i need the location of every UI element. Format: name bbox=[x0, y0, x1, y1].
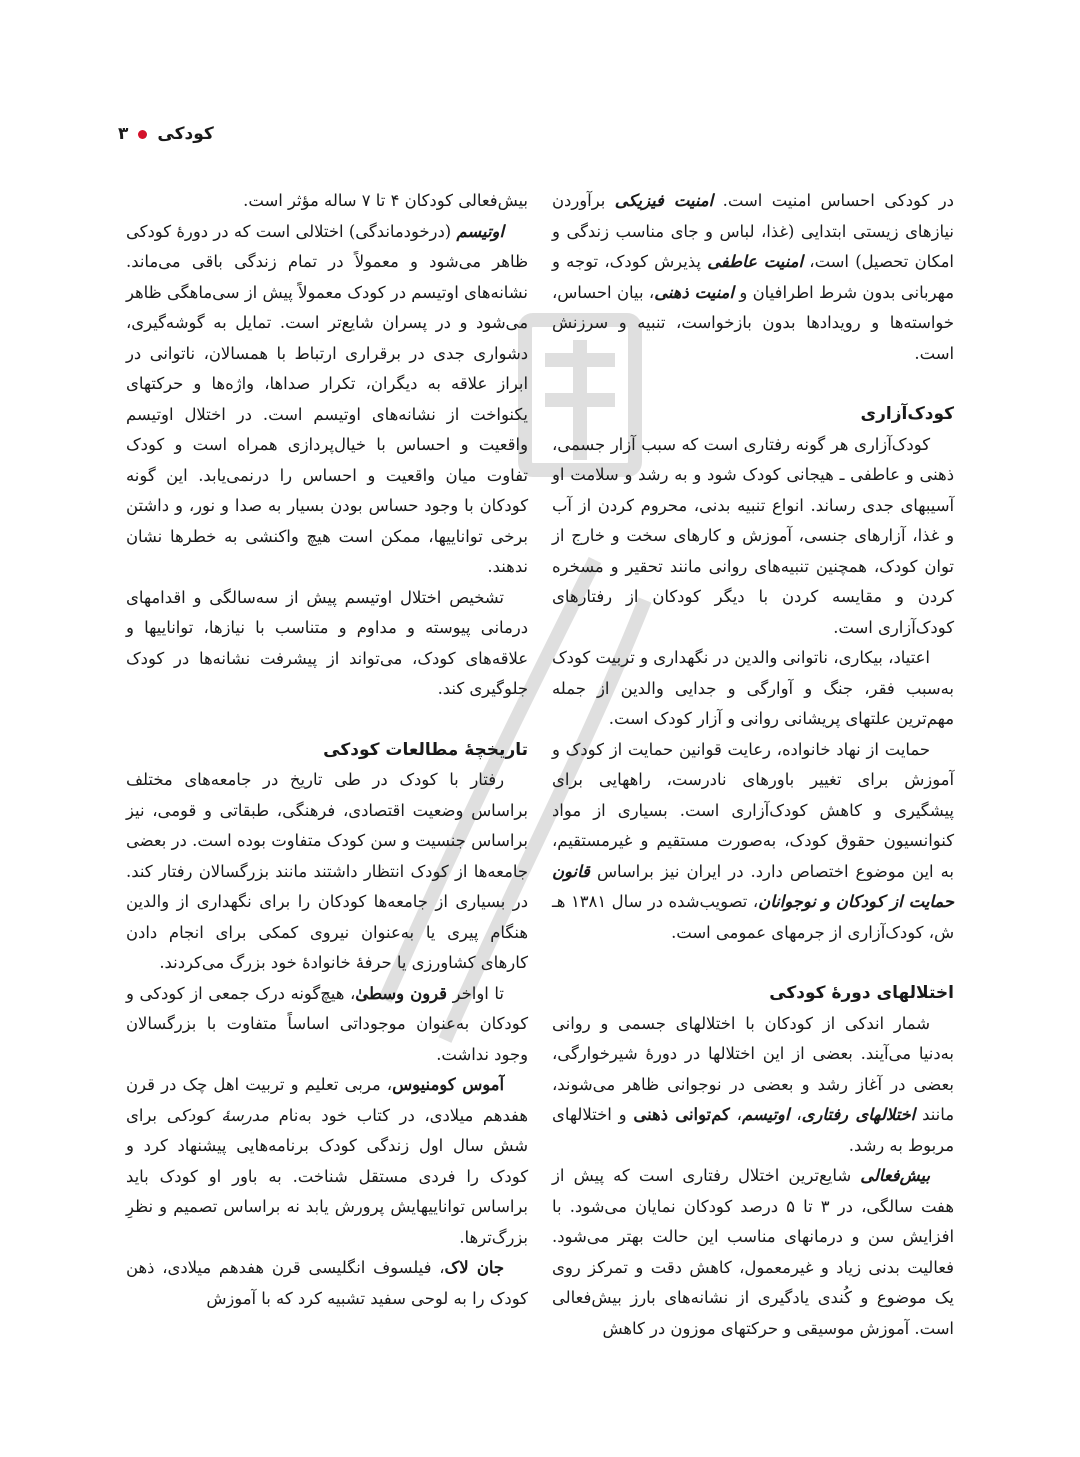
page-header bbox=[118, 124, 214, 144]
paragraph-middle-ages: تا اواخر قرون وسطیٰ، هیچ‌گونه درک جمعی از کودکی و کودکان به‌عنوان موجوداتی اساساً متفاوت با بزرگسالان وجود نداشت. bbox=[126, 983, 528, 1064]
red-dot-icon bbox=[138, 130, 147, 139]
right-column bbox=[552, 186, 954, 1344]
paragraph-child-abuse-definition: کودک‌آزاری هر گونه رفتاری است که سبب آزار جسمی، ذهنی و عاطفی ـ هیجانی کودک شود و به رشد و سلامت او آسیبهای جدی رساند. انواع تنبیه بدنی، محروم کردن از آب و غذا، آزارهای جنسی، آموزش و کارهای سخت و خارج از توان کودک، همچنین تنبیه‌های روانی مانند تحقیر و مسخره کردن و مقایسه کردن با دیگر کودکان از رفتارهای کودک‌آزاری است. bbox=[552, 434, 954, 637]
paragraph-autism-diagnosis: تشخیص اختلال اوتیسم پیش از سه‌سالگی و اقدامهای درمانی پیوسته و مداوم و متناسب با نیازها، تواناییها و علاقه‌های کودک، می‌تواند از پیشرفت نشانه‌ها در کودک جلوگیری کند. bbox=[126, 587, 528, 698]
paragraph-disorders: شمار اندکی از کودکان با اختلالهای جسمی و روانی به‌دنیا می‌آیند. بعضی از این اختلالها در دورهٔ شیرخوارگی، بعضی در آغاز رشد و بعضی در نوجوانی ظاهر می‌شوند، مانند اختلالهای رفتاری، اوتیسم، کم‌توانی ذهنی و اختلالهای مربوط به رشد. bbox=[552, 1013, 954, 1155]
paragraph-autism: اوتیسم (درخودماندگی) اختلالی است که در دورهٔ کودکی ظاهر می‌شود و معمولاً در تمام زندگی باقی می‌ماند. نشانه‌های اوتیسم در کودک معمولاً پیش از سی‌ماهگی ظاهر می‌شود و در پسران شایع‌تر است. تمایل به گوشه‌گیری، دشواری جدی در برقراری ارتباط با همسالان، ناتوانی در ابراز علاقه به دیگران، تکرار صداها، واژه‌ها و حرکتهای یکنواخت از نشانه‌های اوتیسم است. در اختلال اوتیسم واقعیت و احساس با خیال‌پردازی همراه است و کودک تفاوت میان واقعیت و احساس را درنمی‌یابد. این گونه کودکان با وجود حساس بودن بسیار به صدا و نور، و داشتن برخی تواناییها، ممکن است هیچ واکنشی به خطرها نشان ندهند. bbox=[126, 221, 528, 576]
paragraph-comenius: آموس کومنیوس، مربی تعلیم و تربیت اهل چک در قرن هفدهم میلادی، در کتاب خود به‌نام مدرسهٔ کودکی برای شش سال اول زندگی کودک برنامه‌هایی پیشنهاد کرد و کودک را فردی مستقل شناخت. به باور او کودک باید براساس تواناییهایش پرورش یابد نه براساس تصمیم و نظرِ بزرگ‌ترها. bbox=[126, 1075, 528, 1247]
term-mental-security: امنیت ذهنی bbox=[654, 282, 734, 302]
paragraph-security: در کودکی احساس امنیت است. امنیت فیزیکی برآوردن نیازهای زیستی ابتدایی (غذا، لباس و جای مناسب زندگی و امکان تحصیل) است، امنیت عاطفی پذیرش کودک، توجه و مهربانی بدون شرط اطرافیان و امنیت ذهنی، بیان احساس، خواسته‌ها و رویدادها بدون بازخواست، تنبیه و سرزنش است. bbox=[552, 191, 954, 363]
heading-childhood-disorders: اختلالهای دورهٔ کودکی bbox=[769, 983, 954, 1003]
term-child-protection-law: قانون حمایت از کودکان و نوجوانان bbox=[552, 861, 954, 911]
heading-childhood-studies-history: تاریخچهٔ مطالعات کودکی bbox=[323, 739, 528, 760]
left-column bbox=[126, 186, 528, 1314]
paragraph-child-abuse-causes: اعتیاد، بیکاری، ناتوانی والدین در نگهداری و تربیت کودک به‌سبب فقر، جنگ و آوارگی و جدایی والدین از جمله مهم‌ترین علتهای پریشانی روانی و آزار کودک است. bbox=[552, 648, 954, 728]
term-physical-security: امنیت فیزیکی bbox=[614, 191, 714, 210]
page-number: ۳ bbox=[118, 124, 129, 144]
paragraph-hyperactivity-cont: بیش‌فعالی کودکان ۴ تا ۷ ساله مؤثر است. bbox=[243, 191, 528, 210]
paragraph-child-abuse-prevention: حمایت از نهاد خانواده، رعایت قوانین حمایت از کودک و آموزش برای تغییر باورهای نادرست، راههایی برای پیشگیری و کاهش کودک‌آزاری است. بسیاری از مواد کنوانسیون حقوق کودک، به‌صورت مستقیم و غیرمستقیم، به این موضوع اختصاص دارد. در ایران نیز براساس قانون حمایت از کودکان و نوجوانان، تصویب‌شده در سال ۱۳۸۱ هـ ش، کودک‌آزاری از جرمهای عمومی است. bbox=[552, 739, 954, 942]
section-title: کودکی bbox=[157, 124, 214, 144]
term-emotional-security: امنیت عاطفی bbox=[707, 252, 804, 271]
heading-child-abuse: کودک‌آزاری bbox=[860, 404, 954, 424]
paragraph-john-locke: جان لاک، فیلسوف انگلیسی قرن هفدهم میلادی، ذهن کودک را به لوحی سفید تشبیه کرد که با آموزش bbox=[126, 1258, 528, 1308]
paragraph-history: رفتار با کودک در طی تاریخ در جامعه‌های مختلف براساس وضعیت اقتصادی، فرهنگی، طبقاتی و قومی، نیز براساس جنسیت و سن کودک متفاوت بوده است. در بعضی جامعه‌ها از کودک انتظار داشتند مانند بزرگسالان رفتار کند. در بسیاری از جامعه‌ها کودکان را برای نگهداری از والدین هنگام پیری یا به‌عنوان نیروی کمکی برای انجام دادن کارهای کشاورزی یا حرفهٔ خانوادهٔ خود بزرگ می‌کردند. bbox=[126, 770, 528, 972]
paragraph-hyperactivity: بیش‌فعالی شایع‌ترین اختلال رفتاری است که پیش از هفت سالگی، در ۳ تا ۵ درصد کودکان نمایان می‌شود. با افزایش سن و درمانهای مناسب این حالت بهتر می‌شود. فعالیت بدنی زیاد و غیرمعمول، کاهش دقت و تمرکز روی یک موضوع و کُندی یادگیری از نشانه‌های بارز بیش‌فعالی است. آموزش موسیقی و حرکتهای موزون در کاهش bbox=[552, 1166, 954, 1338]
